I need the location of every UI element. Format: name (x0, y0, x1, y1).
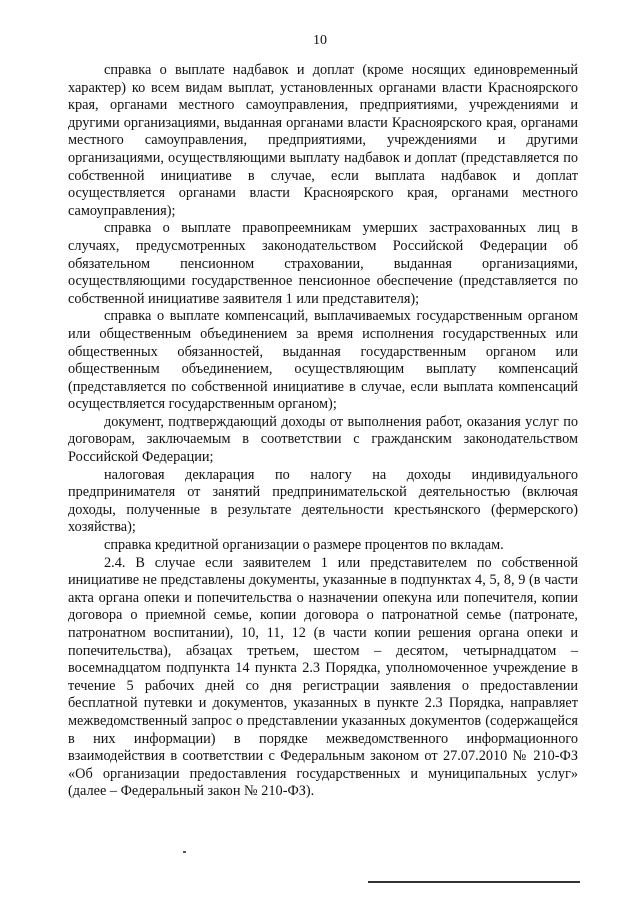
footer-rule (368, 881, 580, 883)
scan-speck (183, 851, 186, 853)
paragraph-successor-payments-certificate: справка о выплате правопреемникам умерших застрахованных лиц в случаях, предусмотренных законодательством Российской Федерации об обязательном пенсионном страховании, выданная организациями, осуществляющими государственное пенсионное обеспечение (представляется по собственной инициативе заявителя 1 или представителя); (68, 220, 578, 307)
page-number: 10 (313, 33, 327, 48)
paragraph-compensation-certificate: справка о выплате компенсаций, выплачиваемых государственным органом или общественным объединением за время исполнения государственных или общественных обязанностей, выданная государственным органом или общественным объединением, осуществляющим выплату компенсаций (представляется по собственной инициативе в случае, если выплата компенсаций осуществляется государственным органом); (68, 308, 578, 413)
paragraph-tax-declaration: налоговая декларация по налогу на доходы индивидуального предпринимателя от занятий предпринимательской деятельностью (включая доходы, полученные в результате деятельности крестьянского (фермерского) хозяйства); (68, 466, 578, 536)
paragraph-civil-contract-income-document: документ, подтверждающий доходы от выполнения работ, оказания услуг по договорам, заключаемым в соответствии с гражданским законодательством Российской Федерации; (68, 413, 578, 466)
paragraph-bank-interest-certificate: справка кредитной организации о размере процентов по вкладам. (104, 537, 504, 554)
paragraph-section-2-4: 2.4. В случае если заявителем 1 или представителем по собственной инициативе не представлены документы, указанные в подпунктах 4, 5, 8, 9 (в части акта органа опеки и попечительства о назначении опекуна или попечителя, копии договора о приемной семье, копии договора о патронатной семье (патронате, патронатном воспитании), 10, 11, 12 (в части копии решения органа опеки и попечительства), абзацах третьем, шестом – десятом, четырнадцатом – восемнадцатом подпункта 14 пункта 2.3 Порядка, уполномоченное учреждение в течение 5 рабочих дней со дня регистрации заявления о предоставлении бесплатной путевки и документов, указанных в пункте 2.3 Порядка, направляет межведомственный запрос о представлении указанных документов (содержащейся в них информации) в порядке межведомственного информационного взаимодействия в соответствии с Федеральным законом от 27.07.2010 № 210-ФЗ «Об организации предоставления государственных и муниципальных услуг» (далее – Федеральный закон № 210-ФЗ). (68, 554, 578, 800)
paragraph-income-supplements-certificate: справка о выплате надбавок и доплат (кроме носящих единовременный характер) ко всем видам выплат, установленных органами власти Красноярского края, органами местного самоуправления, предприятиями, учреждениями и другими организациями, выданная органами власти Красноярского края, органами местного самоуправления, предприятиями, учреждениями и другими организациями, осуществляющими выплату надбавок и доплат (представляется по собственной инициативе в случае, если выплата надбавок и доплат осуществляется органами власти Красноярского края, органами местного самоуправления); (68, 62, 578, 219)
document-body (68, 62, 578, 801)
